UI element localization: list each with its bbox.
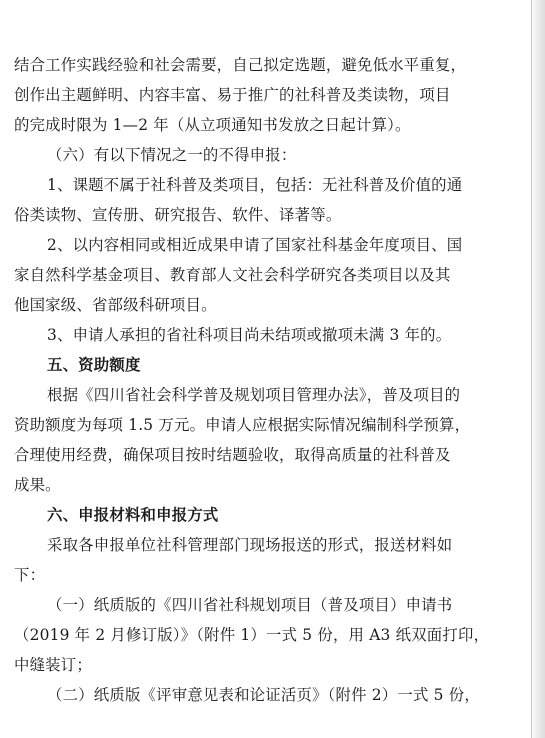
materials-line-1: 采取各申报单位社科管理部门现场报送的形式，报送材料如: [47, 536, 453, 554]
list-item-2-line-3: 他国家级、省部级科研项目。: [14, 296, 217, 314]
subsection-heading-6: （六）有以下情况之一的不得申报：: [47, 146, 297, 164]
section-heading-funding: 五、资助额度: [47, 356, 141, 374]
page-edge-line: [531, 0, 532, 738]
list-item-1-line-1: 1、课题不属于社科普及类项目，包括：无社科普及价值的通: [47, 176, 463, 194]
paragraph-line-3: 的完成时限为 1—2 年（从立项通知书发放之日起计算）。: [14, 116, 411, 134]
materials-line-2: 下：: [14, 566, 46, 584]
funding-line-2: 资助额度为每项 1.5 万元。申请人应根据实际情况编制科学预算，: [14, 416, 471, 434]
funding-line-1: 根据《四川省社会科学普及规划项目管理办法》，普及项目的: [47, 386, 461, 404]
materials-item-2-line-1: （二）纸质版《评审意见表和论证活页》（附件 2）一式 5 份，: [47, 686, 480, 704]
list-item-1-line-2: 俗类读物、宣传册、研究报告、软件、译著等。: [14, 206, 342, 224]
paragraph-line-2: 创作出主题鲜明、内容丰富、易于推广的社科普及类读物，项目: [14, 86, 451, 104]
materials-item-1-line-1: （一）纸质版的《四川省社科规划项目（普及项目）申请书: [47, 596, 453, 614]
list-item-2-line-1: 2、以内容相同或相近成果申请了国家社科基金年度项目、国: [47, 236, 463, 254]
funding-line-4: 成果。: [14, 476, 61, 494]
funding-line-3: 合理使用经费，确保项目按时结题验收，取得高质量的社科普及: [14, 446, 451, 464]
section-heading-materials: 六、申报材料和申报方式: [47, 506, 219, 524]
list-item-3: 3、申请人承担的省社科项目尚未结项或撤项未满 3 年的。: [47, 326, 452, 344]
page-right-edge: [531, 0, 545, 738]
paragraph-line-1: 结合工作实践经验和社会需要，自己拟定选题，避免低水平重复，: [14, 56, 467, 74]
materials-item-1-line-3: 中缝装订；: [14, 656, 92, 674]
list-item-2-line-2: 家自然科学基金项目、教育部人文社会科学研究各类项目以及其: [14, 266, 451, 284]
materials-item-1-line-2: （2019 年 2 月修订版）》（附件 1）一式 5 份，用 A3 纸双面打印，: [14, 626, 490, 644]
